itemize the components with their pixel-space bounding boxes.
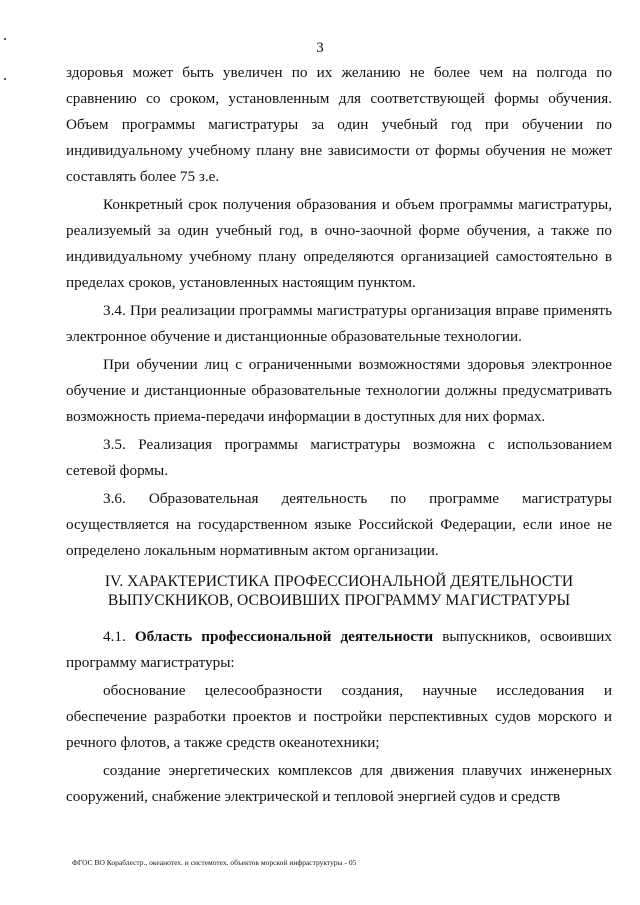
page-number: 3 [316,40,324,56]
section-heading [66,572,612,610]
bold-term: Область профессиональной деятельности [134,628,434,645]
paragraph-text: выпускников, освоивших программу магистратуры: [66,628,612,671]
section-heading-line: IV. ХАРАКТЕРИСТИКА ПРОФЕССИОНАЛЬНОЙ ДЕЯТЕЛЬНОСТИ [104,573,574,590]
paragraph-4-1 [66,624,612,676]
paragraph: создание энергетических комплексов для движения плавучих инженерных сооружений, снабжение электрической и тепловой энергией судов и средств [66,762,612,805]
page-footer: ФГОС ВО Кораблестр., океанотех. и системотех. объектов морской инфраструктуры - 05 [72,858,357,867]
section-heading-line: ВЫПУСКНИКОВ, ОСВОИВШИХ ПРОГРАММУ МАГИСТРАТУРЫ [107,592,571,609]
paragraph: обоснование целесообразности создания, научные исследования и обеспечение разработки проектов и постройки перспективных судов морского и речного флотов, а также средств океанотехники; [66,682,612,751]
body-text-top [66,60,612,564]
paragraph: При обучении лиц с ограниченными возможностями здоровья электронное обучение и дистанционные образовательные технологии должны предусматривать возможность приема-передачи информации в доступных для них формах. [66,356,612,425]
paragraph: 3.4. При реализации программы магистратуры организация вправе применять электронное обучение и дистанционные образовательные технологии. [66,302,612,345]
paragraph: 3.5. Реализация программы магистратуры возможна с использованием сетевой формы. [66,436,612,479]
paragraph: Конкретный срок получения образования и объем программы магистратуры, реализуемый за один учебный год, в очно-заочной форме обучения, а также по индивидуальному учебному плану определяются организацией самостоятельно в пределах сроков, установленных настоящим пунктом. [66,196,612,291]
body-text-bottom [66,624,612,810]
paragraph: 3.6. Образовательная деятельность по программе магистратуры осуществляется на государственном языке Российской Федерации, если иное не определено локальным нормативным актом организации. [66,490,612,559]
scan-mark [4,78,6,80]
paragraph-number: 4.1. [103,628,126,645]
paragraph: здоровья может быть увеличен по их желанию не более чем на полгода по сравнению со сроком, установленным для соответствующей формы обучения. Объем программы магистратуры за один учебный год при обучении по индивидуальному учебному плану вне зависимости от формы обучения не может составлять более 75 з.е. [66,64,612,185]
